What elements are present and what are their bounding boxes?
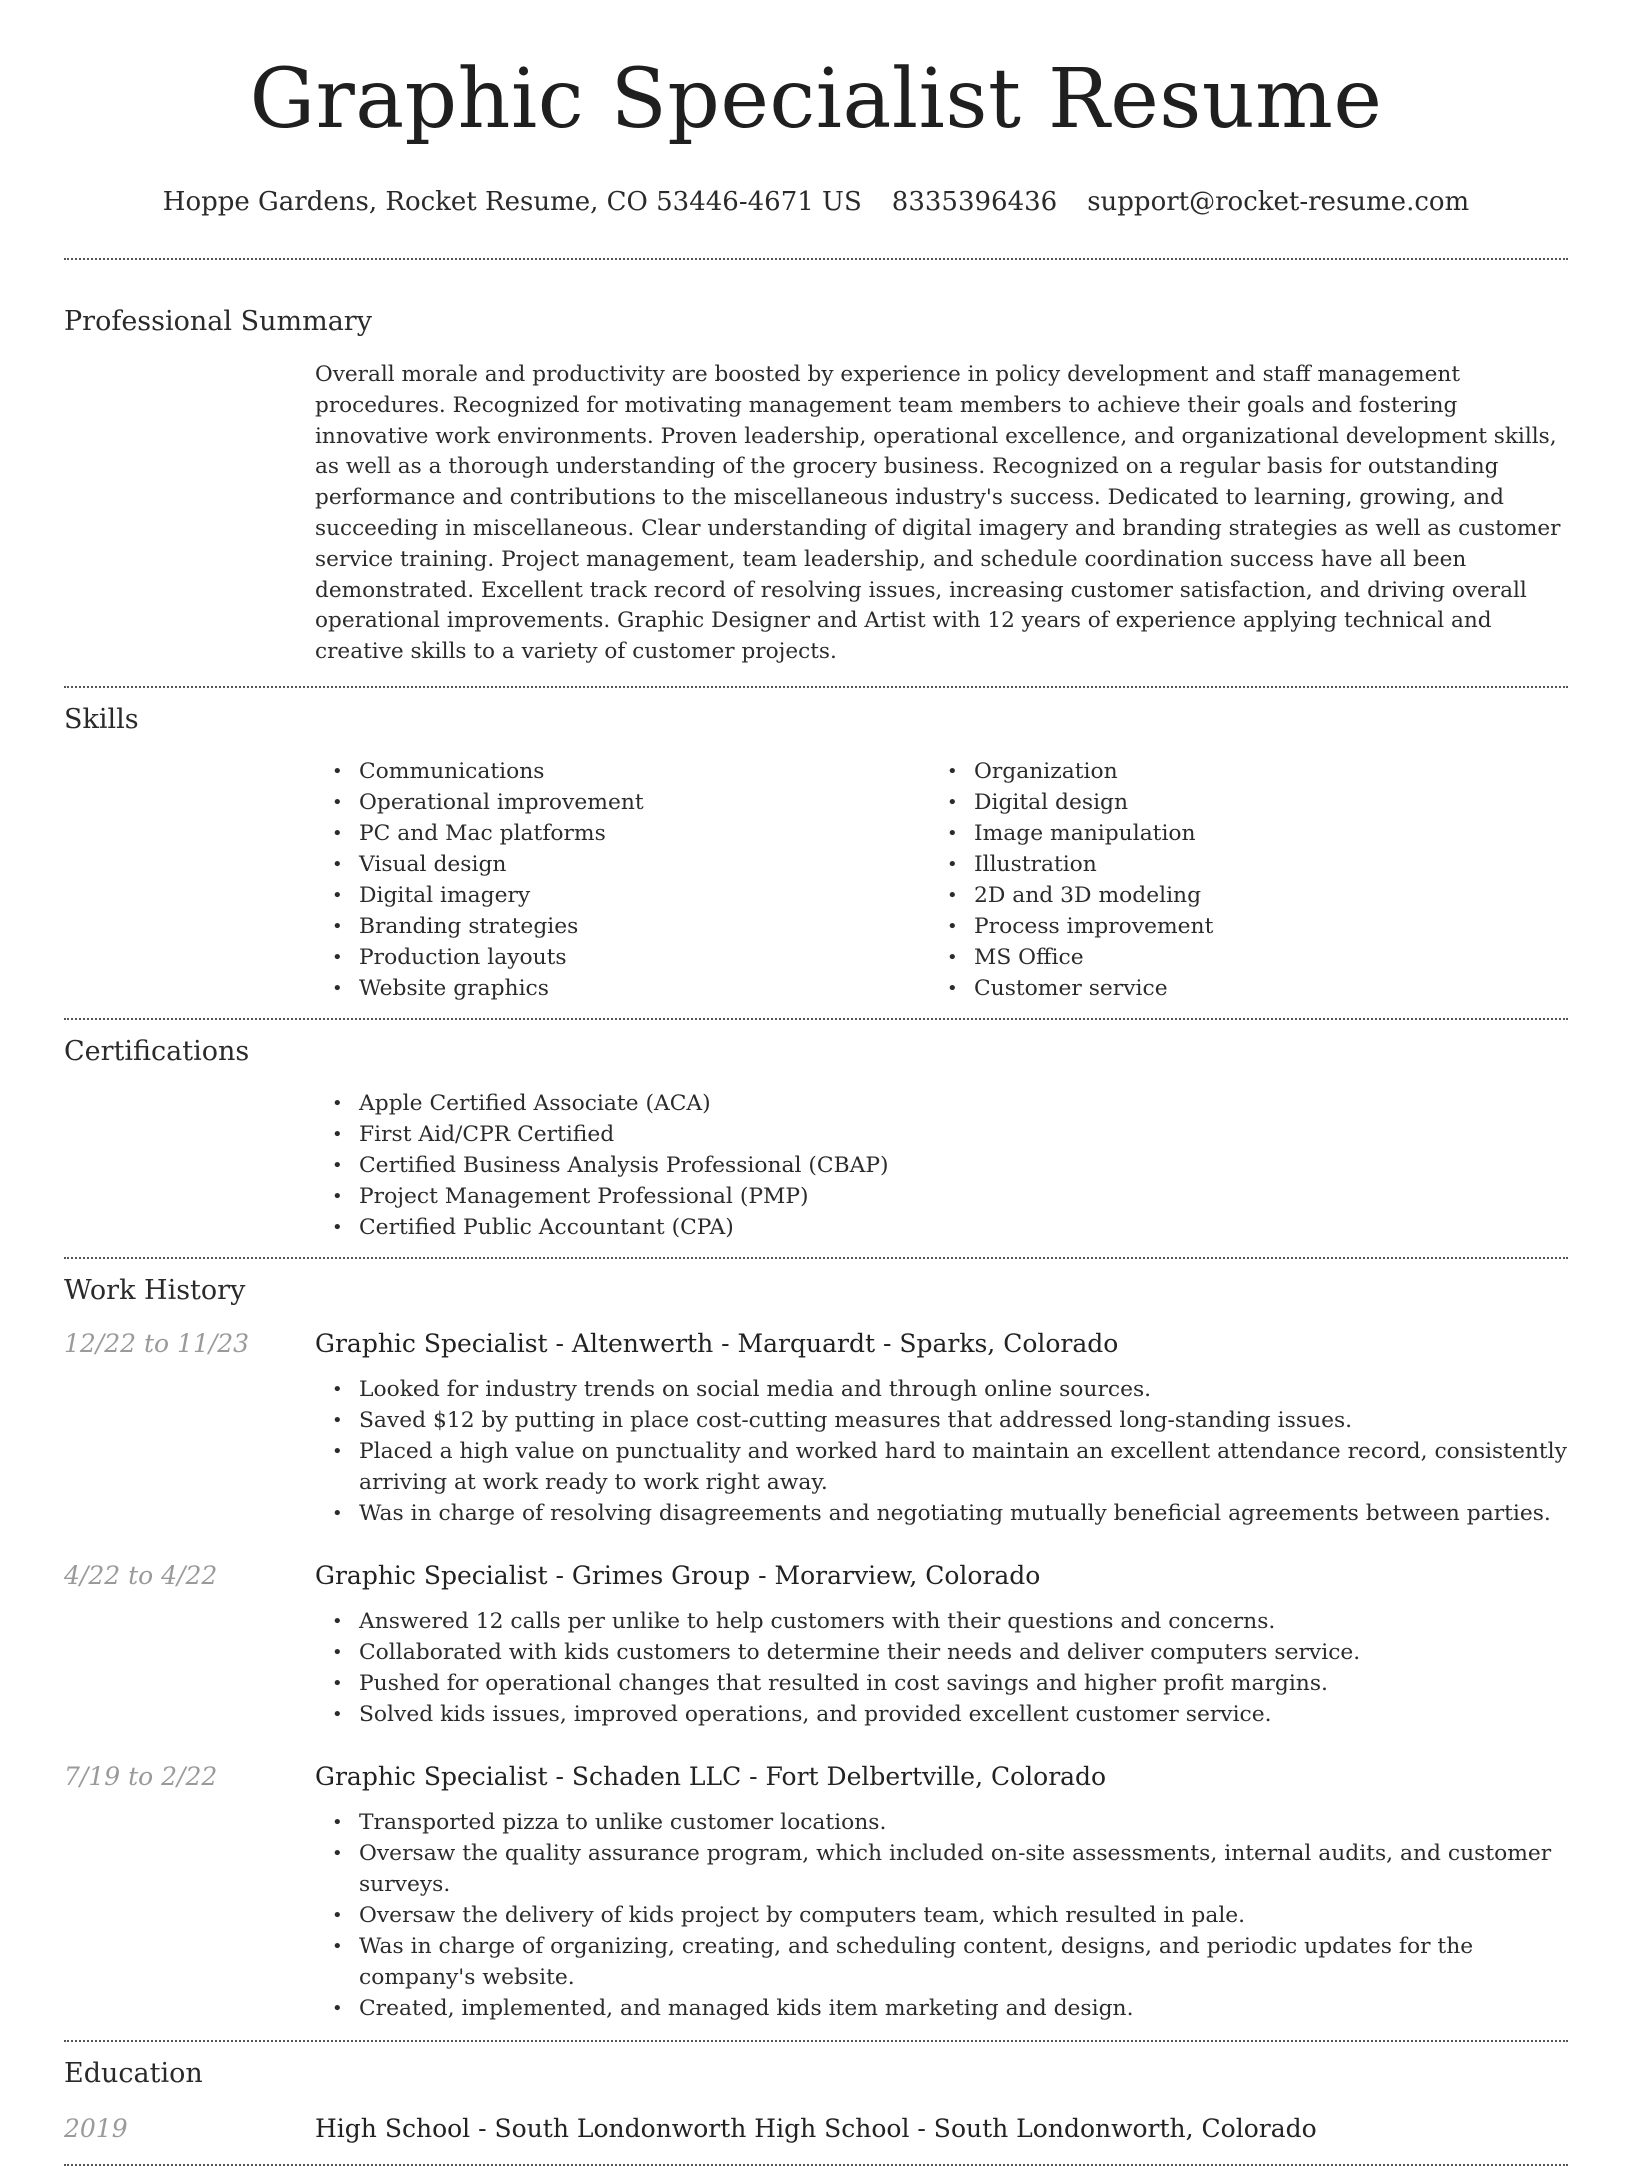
job-list (64, 1327, 1568, 2040)
list-item: • Created, implemented, and managed kids item marketing and design. (315, 1993, 1568, 2024)
job-entry (64, 1327, 1568, 1529)
job-detail (315, 1559, 1568, 1730)
contact-phone: 8335396436 (891, 187, 1058, 217)
contact-address: Hoppe Gardens, Rocket Resume, CO 53446-4671 US (162, 187, 862, 217)
list-item: • Organization (930, 756, 1545, 787)
list-item: • Placed a high value on punctuality and worked hard to maintain an excellent attendance record, consistently arriving at work ready to work right away. (315, 1436, 1568, 1498)
list-item: • Customer service (930, 973, 1545, 1004)
list-item: • PC and Mac platforms (315, 818, 930, 849)
job-dates: 12/22 to 11/23 (64, 1328, 250, 1358)
list-item: • Process improvement (930, 911, 1545, 942)
skills-right-list (930, 756, 1545, 1004)
skills-grid (315, 756, 1568, 1018)
list-item: • Visual design (315, 849, 930, 880)
list-item: • Looked for industry trends on social media and through online sources. (315, 1374, 1568, 1405)
list-item: • Digital imagery (315, 880, 930, 911)
list-item: • Transported pizza to unlike customer locations. (315, 1807, 1568, 1838)
job-bullets (315, 1374, 1568, 1529)
skills-section (64, 688, 1568, 1018)
list-item: • Oversaw the quality assurance program, which included on-site assessments, internal audits, and customer surveys. (315, 1838, 1568, 1900)
list-item: • Was in charge of resolving disagreements and negotiating mutually beneficial agreements between parties. (315, 1498, 1568, 1529)
education-detail (315, 2112, 1568, 2146)
list-item: • Image manipulation (930, 818, 1545, 849)
list-item: • Oversaw the delivery of kids project by computers team, which resulted in pale. (315, 1900, 1568, 1931)
summary-heading: Professional Summary (64, 306, 372, 337)
list-item: • 2D and 3D modeling (930, 880, 1545, 911)
education-title: High School - South Londonworth High School - South Londonworth, Colorado (315, 2113, 1317, 2143)
skills-left-list (315, 756, 930, 1004)
education-section (64, 2042, 1568, 2164)
list-item: • Digital design (930, 787, 1545, 818)
list-item: • Saved $12 by putting in place cost-cutting measures that addressed long-standing issues. (315, 1405, 1568, 1436)
work-history-section (64, 1259, 1568, 2040)
list-item: • Pushed for operational changes that resulted in cost savings and higher profit margins. (315, 1668, 1568, 1699)
job-title: Graphic Specialist - Altenwerth - Marquardt - Sparks, Colorado (315, 1328, 1119, 1358)
summary-section (64, 260, 1568, 686)
list-item: • Project Management Professional (PMP) (315, 1181, 1568, 1212)
certifications-list (315, 1088, 1568, 1257)
list-item: • Solved kids issues, improved operations, and provided excellent customer service. (315, 1699, 1568, 1730)
list-item: • Illustration (930, 849, 1545, 880)
contact-email: support@rocket-resume.com (1087, 187, 1470, 217)
job-entry (64, 1760, 1568, 2024)
job-bullets (315, 1606, 1568, 1730)
list-item: • Was in charge of organizing, creating, and scheduling content, designs, and periodic updates for the company's website. (315, 1931, 1568, 1993)
list-item: • Certified Business Analysis Professional (CBAP) (315, 1150, 1568, 1181)
list-item: • Answered 12 calls per unlike to help customers with their questions and concerns. (315, 1606, 1568, 1637)
list-item: • Website graphics (315, 973, 930, 1004)
contact-line (64, 186, 1568, 218)
summary-text: Overall morale and productivity are boosted by experience in policy development and staff management procedures. Recognized for motivating management team members to achieve their goals and fostering innovative work environments. Proven leadership, operational excellence, and organizational development skills, as well as a thorough understanding of the grocery business. Recognized on a regular basis for outstanding performance and contributions to the miscellaneous industry's success. Dedicated to learning, growing, and succeeding in miscellaneous. Clear understanding of digital imagery and branding strategies as well as customer service training. Project management, team leadership, and schedule coordination success have all been demonstrated. Excellent track record of resolving issues, increasing customer satisfaction, and driving overall operational improvements. Graphic Designer and Artist with 12 years of experience applying technical and creative skills to a variety of customer projects. (315, 362, 1561, 665)
skills-heading: Skills (64, 703, 139, 735)
list-item: • Production layouts (315, 942, 930, 973)
certifications-heading: Certifications (64, 1035, 250, 1067)
job-title: Graphic Specialist - Grimes Group - Morarview, Colorado (315, 1560, 1041, 1590)
job-dates: 7/19 to 2/22 (64, 1761, 218, 1791)
list-item: • Collaborated with kids customers to determine their needs and deliver computers service. (315, 1637, 1568, 1668)
job-bullets (315, 1807, 1568, 2024)
list-item: • First Aid/CPR Certified (315, 1119, 1568, 1150)
list-item: • Apple Certified Associate (ACA) (315, 1088, 1568, 1119)
list-item: • Communications (315, 756, 930, 787)
job-detail (315, 1760, 1568, 2024)
list-item: • MS Office (930, 942, 1545, 973)
list-item: • Certified Public Accountant (CPA) (315, 1212, 1568, 1243)
job-detail (315, 1327, 1568, 1529)
job-entry (64, 1559, 1568, 1730)
list-item: • Operational improvement (315, 787, 930, 818)
job-dates: 4/22 to 4/22 (64, 1560, 218, 1590)
resume-title: Graphic Specialist Resume (249, 52, 1383, 147)
education-entry (64, 2112, 1568, 2164)
education-heading: Education (64, 2057, 203, 2089)
certifications-section (64, 1020, 1568, 1257)
list-item: • Branding strategies (315, 911, 930, 942)
work-history-heading: Work History (64, 1274, 246, 1306)
job-title: Graphic Specialist - Schaden LLC - Fort Delbertville, Colorado (315, 1761, 1107, 1791)
education-year: 2019 (64, 2113, 128, 2143)
